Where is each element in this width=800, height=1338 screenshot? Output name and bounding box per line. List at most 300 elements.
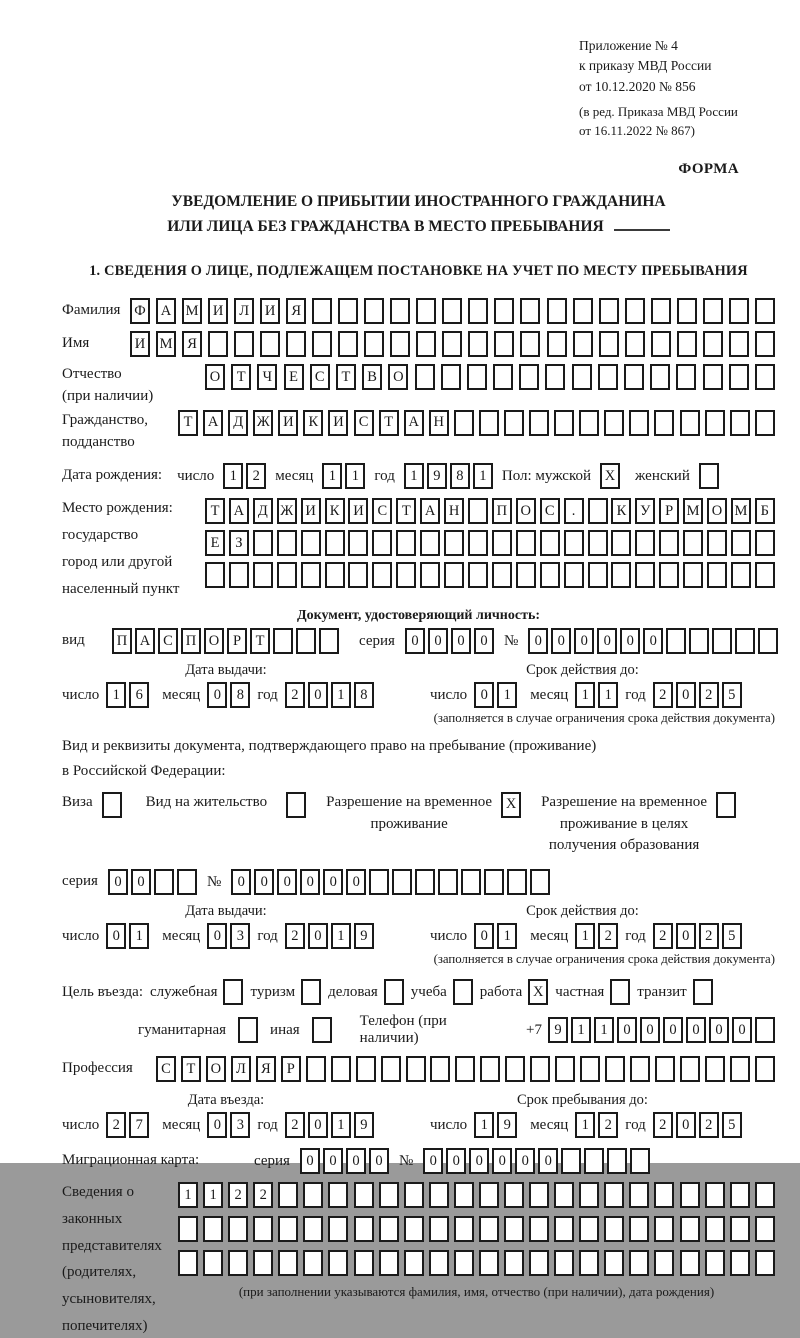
char-cell[interactable] xyxy=(630,1148,650,1174)
char-cell[interactable] xyxy=(455,1056,475,1082)
char-cell[interactable] xyxy=(598,364,618,390)
char-cell[interactable] xyxy=(379,1182,399,1208)
char-cell[interactable] xyxy=(573,331,593,357)
char-cell[interactable]: А xyxy=(229,498,249,524)
char-cell[interactable] xyxy=(635,562,655,588)
purpose-private-checkbox[interactable] xyxy=(610,979,630,1005)
migration-number-cells[interactable] xyxy=(423,1148,650,1174)
char-cell[interactable] xyxy=(729,364,749,390)
char-cell[interactable] xyxy=(689,628,709,654)
char-cell[interactable] xyxy=(599,331,619,357)
char-cell[interactable] xyxy=(504,1216,524,1242)
char-cell[interactable] xyxy=(430,1056,450,1082)
char-cell[interactable] xyxy=(705,410,725,436)
char-cell[interactable]: 0 xyxy=(346,1148,366,1174)
char-cell[interactable] xyxy=(154,869,174,895)
char-cell[interactable] xyxy=(296,628,316,654)
stay-until-day[interactable] xyxy=(474,1112,517,1138)
char-cell[interactable]: 2 xyxy=(653,1112,673,1138)
purpose-study-checkbox[interactable] xyxy=(453,979,473,1005)
char-cell[interactable] xyxy=(677,331,697,357)
char-cell[interactable] xyxy=(564,530,584,556)
char-cell[interactable] xyxy=(755,1182,775,1208)
char-cell[interactable]: 0 xyxy=(640,1017,660,1043)
char-cell[interactable] xyxy=(468,331,488,357)
char-cell[interactable] xyxy=(604,1182,624,1208)
identity-number-cells[interactable] xyxy=(528,628,778,654)
char-cell[interactable]: 0 xyxy=(451,628,471,654)
char-cell[interactable]: А xyxy=(404,410,424,436)
char-cell[interactable]: 1 xyxy=(575,682,595,708)
char-cell[interactable] xyxy=(442,331,462,357)
stay-until-year[interactable] xyxy=(653,1112,742,1138)
char-cell[interactable]: 8 xyxy=(230,682,250,708)
birth-place-cells-3[interactable] xyxy=(205,562,775,588)
char-cell[interactable]: 0 xyxy=(676,1112,696,1138)
surname-cells[interactable] xyxy=(130,298,775,324)
residence-valid-year[interactable] xyxy=(653,923,742,949)
char-cell[interactable] xyxy=(554,410,574,436)
char-cell[interactable]: Р xyxy=(659,498,679,524)
residence-number-cells[interactable] xyxy=(231,869,550,895)
residence-issue-month[interactable] xyxy=(207,923,250,949)
char-cell[interactable] xyxy=(312,1017,332,1043)
char-cell[interactable] xyxy=(454,410,474,436)
char-cell[interactable] xyxy=(505,1056,525,1082)
char-cell[interactable]: 0 xyxy=(231,869,251,895)
char-cell[interactable] xyxy=(444,530,464,556)
char-cell[interactable] xyxy=(406,1056,426,1082)
char-cell[interactable]: 0 xyxy=(323,869,343,895)
char-cell[interactable]: Е xyxy=(205,530,225,556)
char-cell[interactable] xyxy=(659,562,679,588)
purpose-transit-checkbox[interactable] xyxy=(693,979,713,1005)
char-cell[interactable] xyxy=(228,1250,248,1276)
birth-place-cells-2[interactable] xyxy=(205,530,775,556)
char-cell[interactable] xyxy=(572,364,592,390)
char-cell[interactable] xyxy=(731,530,751,556)
char-cell[interactable] xyxy=(494,298,514,324)
char-cell[interactable] xyxy=(348,562,368,588)
char-cell[interactable] xyxy=(529,410,549,436)
char-cell[interactable] xyxy=(484,869,504,895)
char-cell[interactable] xyxy=(680,1250,700,1276)
char-cell[interactable]: 1 xyxy=(345,463,365,489)
identity-kind-cells[interactable] xyxy=(112,628,339,654)
char-cell[interactable]: Я xyxy=(286,298,306,324)
char-cell[interactable] xyxy=(442,298,462,324)
char-cell[interactable] xyxy=(504,1250,524,1276)
residence-valid-month[interactable] xyxy=(575,923,618,949)
char-cell[interactable]: 3 xyxy=(230,923,250,949)
char-cell[interactable] xyxy=(540,530,560,556)
char-cell[interactable] xyxy=(755,298,775,324)
char-cell[interactable] xyxy=(177,869,197,895)
char-cell[interactable]: 1 xyxy=(331,682,351,708)
residence-issue-day[interactable] xyxy=(106,923,149,949)
char-cell[interactable] xyxy=(680,1056,700,1082)
char-cell[interactable]: Т xyxy=(250,628,270,654)
char-cell[interactable] xyxy=(278,1182,298,1208)
char-cell[interactable] xyxy=(604,410,624,436)
char-cell[interactable]: 0 xyxy=(405,628,425,654)
char-cell[interactable] xyxy=(693,979,713,1005)
temp-residence-checkbox[interactable] xyxy=(501,792,521,818)
char-cell[interactable] xyxy=(540,562,560,588)
char-cell[interactable] xyxy=(480,1056,500,1082)
char-cell[interactable] xyxy=(659,530,679,556)
char-cell[interactable] xyxy=(730,1182,750,1208)
char-cell[interactable]: И xyxy=(260,298,280,324)
profession-cells[interactable] xyxy=(156,1056,775,1082)
char-cell[interactable]: 0 xyxy=(597,628,617,654)
char-cell[interactable]: 0 xyxy=(131,869,151,895)
char-cell[interactable] xyxy=(415,869,435,895)
char-cell[interactable]: О xyxy=(205,364,225,390)
char-cell[interactable] xyxy=(604,1216,624,1242)
char-cell[interactable] xyxy=(699,463,719,489)
char-cell[interactable] xyxy=(461,869,481,895)
char-cell[interactable] xyxy=(301,979,321,1005)
char-cell[interactable] xyxy=(735,628,755,654)
purpose-humanitarian-checkbox[interactable] xyxy=(238,1017,258,1043)
char-cell[interactable]: 0 xyxy=(346,869,366,895)
char-cell[interactable]: 0 xyxy=(308,923,328,949)
char-cell[interactable] xyxy=(755,364,775,390)
char-cell[interactable]: 0 xyxy=(207,923,227,949)
char-cell[interactable]: 0 xyxy=(709,1017,729,1043)
char-cell[interactable]: 5 xyxy=(722,682,742,708)
char-cell[interactable]: 0 xyxy=(474,682,494,708)
char-cell[interactable] xyxy=(629,1216,649,1242)
char-cell[interactable] xyxy=(579,410,599,436)
char-cell[interactable]: А xyxy=(203,410,223,436)
entry-month[interactable] xyxy=(207,1112,250,1138)
char-cell[interactable]: 0 xyxy=(254,869,274,895)
char-cell[interactable]: Б xyxy=(755,498,775,524)
char-cell[interactable]: 0 xyxy=(308,682,328,708)
char-cell[interactable] xyxy=(253,1250,273,1276)
char-cell[interactable] xyxy=(666,628,686,654)
char-cell[interactable] xyxy=(429,1182,449,1208)
char-cell[interactable] xyxy=(507,869,527,895)
char-cell[interactable]: 2 xyxy=(699,682,719,708)
char-cell[interactable] xyxy=(328,1250,348,1276)
char-cell[interactable] xyxy=(228,1216,248,1242)
char-cell[interactable]: 9 xyxy=(354,1112,374,1138)
char-cell[interactable] xyxy=(611,562,631,588)
char-cell[interactable] xyxy=(303,1250,323,1276)
char-cell[interactable] xyxy=(392,869,412,895)
char-cell[interactable] xyxy=(325,530,345,556)
char-cell[interactable]: 0 xyxy=(106,923,126,949)
char-cell[interactable] xyxy=(629,1182,649,1208)
char-cell[interactable] xyxy=(530,869,550,895)
char-cell[interactable] xyxy=(286,792,306,818)
char-cell[interactable] xyxy=(404,1216,424,1242)
char-cell[interactable]: Л xyxy=(231,1056,251,1082)
char-cell[interactable]: И xyxy=(348,498,368,524)
identity-issue-month[interactable] xyxy=(207,682,250,708)
char-cell[interactable] xyxy=(277,530,297,556)
char-cell[interactable] xyxy=(348,530,368,556)
char-cell[interactable] xyxy=(635,530,655,556)
char-cell[interactable] xyxy=(630,1056,650,1082)
char-cell[interactable] xyxy=(629,1250,649,1276)
char-cell[interactable]: С xyxy=(540,498,560,524)
temp-residence-education-checkbox[interactable] xyxy=(716,792,736,818)
char-cell[interactable] xyxy=(680,1182,700,1208)
char-cell[interactable]: Т xyxy=(205,498,225,524)
residence-issue-year[interactable] xyxy=(285,923,374,949)
char-cell[interactable]: 8 xyxy=(450,463,470,489)
char-cell[interactable]: 2 xyxy=(285,1112,305,1138)
char-cell[interactable] xyxy=(203,1216,223,1242)
char-cell[interactable] xyxy=(328,1216,348,1242)
phone-cells[interactable] xyxy=(548,1017,775,1043)
char-cell[interactable] xyxy=(547,298,567,324)
char-cell[interactable] xyxy=(234,331,254,357)
residence-valid-day[interactable] xyxy=(474,923,517,949)
birth-month-cells[interactable] xyxy=(322,463,365,489)
char-cell[interactable] xyxy=(504,410,524,436)
char-cell[interactable]: А xyxy=(135,628,155,654)
char-cell[interactable] xyxy=(454,1250,474,1276)
char-cell[interactable]: 0 xyxy=(538,1148,558,1174)
char-cell[interactable] xyxy=(755,1056,775,1082)
char-cell[interactable] xyxy=(703,298,723,324)
char-cell[interactable] xyxy=(554,1216,574,1242)
char-cell[interactable] xyxy=(729,331,749,357)
char-cell[interactable] xyxy=(319,628,339,654)
char-cell[interactable]: 0 xyxy=(300,1148,320,1174)
char-cell[interactable] xyxy=(629,410,649,436)
char-cell[interactable] xyxy=(278,1216,298,1242)
char-cell[interactable]: С xyxy=(372,498,392,524)
identity-valid-day[interactable] xyxy=(474,682,517,708)
char-cell[interactable]: 7 xyxy=(129,1112,149,1138)
char-cell[interactable]: 2 xyxy=(699,1112,719,1138)
char-cell[interactable]: 0 xyxy=(423,1148,443,1174)
char-cell[interactable]: 0 xyxy=(300,869,320,895)
char-cell[interactable]: Т xyxy=(336,364,356,390)
char-cell[interactable]: О xyxy=(204,628,224,654)
char-cell[interactable]: М xyxy=(182,298,202,324)
char-cell[interactable]: Ж xyxy=(277,498,297,524)
char-cell[interactable]: 0 xyxy=(686,1017,706,1043)
char-cell[interactable] xyxy=(312,298,332,324)
char-cell[interactable]: 5 xyxy=(722,1112,742,1138)
identity-valid-year[interactable] xyxy=(653,682,742,708)
char-cell[interactable]: Т xyxy=(396,498,416,524)
char-cell[interactable] xyxy=(429,1250,449,1276)
char-cell[interactable]: 0 xyxy=(308,1112,328,1138)
char-cell[interactable] xyxy=(625,331,645,357)
char-cell[interactable] xyxy=(755,562,775,588)
char-cell[interactable] xyxy=(479,410,499,436)
char-cell[interactable]: О xyxy=(516,498,536,524)
char-cell[interactable]: 0 xyxy=(676,682,696,708)
char-cell[interactable] xyxy=(301,530,321,556)
name-cells[interactable] xyxy=(130,331,775,357)
char-cell[interactable]: 1 xyxy=(473,463,493,489)
char-cell[interactable]: 2 xyxy=(699,923,719,949)
char-cell[interactable]: З xyxy=(229,530,249,556)
char-cell[interactable] xyxy=(494,331,514,357)
char-cell[interactable]: 0 xyxy=(323,1148,343,1174)
char-cell[interactable] xyxy=(208,331,228,357)
purpose-official-checkbox[interactable] xyxy=(223,979,243,1005)
char-cell[interactable]: 0 xyxy=(277,869,297,895)
char-cell[interactable]: 0 xyxy=(574,628,594,654)
char-cell[interactable] xyxy=(519,364,539,390)
char-cell[interactable]: 1 xyxy=(497,682,517,708)
char-cell[interactable]: 0 xyxy=(474,628,494,654)
char-cell[interactable] xyxy=(369,869,389,895)
purpose-business-checkbox[interactable] xyxy=(384,979,404,1005)
char-cell[interactable]: Р xyxy=(227,628,247,654)
char-cell[interactable] xyxy=(468,498,488,524)
visa-checkbox[interactable] xyxy=(102,792,122,818)
migration-series-cells[interactable] xyxy=(300,1148,389,1174)
char-cell[interactable] xyxy=(102,792,122,818)
char-cell[interactable] xyxy=(604,1250,624,1276)
char-cell[interactable]: 1 xyxy=(129,923,149,949)
char-cell[interactable]: Я xyxy=(182,331,202,357)
char-cell[interactable] xyxy=(683,562,703,588)
char-cell[interactable]: 9 xyxy=(427,463,447,489)
char-cell[interactable] xyxy=(238,1017,258,1043)
char-cell[interactable]: 0 xyxy=(617,1017,637,1043)
char-cell[interactable]: 1 xyxy=(178,1182,198,1208)
char-cell[interactable] xyxy=(303,1182,323,1208)
entry-year[interactable] xyxy=(285,1112,374,1138)
char-cell[interactable] xyxy=(273,628,293,654)
char-cell[interactable]: 0 xyxy=(428,628,448,654)
char-cell[interactable]: 1 xyxy=(497,923,517,949)
char-cell[interactable]: 2 xyxy=(653,923,673,949)
char-cell[interactable] xyxy=(654,410,674,436)
char-cell[interactable] xyxy=(441,364,461,390)
representatives-cells-1[interactable] xyxy=(178,1182,775,1208)
char-cell[interactable] xyxy=(755,1017,775,1043)
char-cell[interactable]: И xyxy=(328,410,348,436)
char-cell[interactable] xyxy=(561,1148,581,1174)
char-cell[interactable]: 2 xyxy=(253,1182,273,1208)
char-cell[interactable] xyxy=(580,1056,600,1082)
char-cell[interactable]: X xyxy=(501,792,521,818)
char-cell[interactable]: С xyxy=(158,628,178,654)
char-cell[interactable]: 2 xyxy=(285,923,305,949)
char-cell[interactable] xyxy=(438,869,458,895)
char-cell[interactable] xyxy=(479,1216,499,1242)
char-cell[interactable] xyxy=(588,530,608,556)
char-cell[interactable] xyxy=(705,1250,725,1276)
char-cell[interactable] xyxy=(755,530,775,556)
char-cell[interactable] xyxy=(390,331,410,357)
char-cell[interactable]: 2 xyxy=(598,923,618,949)
char-cell[interactable]: Н xyxy=(429,410,449,436)
char-cell[interactable]: Т xyxy=(231,364,251,390)
char-cell[interactable] xyxy=(555,1056,575,1082)
char-cell[interactable]: 5 xyxy=(722,923,742,949)
char-cell[interactable] xyxy=(379,1216,399,1242)
purpose-work-checkbox[interactable] xyxy=(528,979,548,1005)
char-cell[interactable]: Е xyxy=(284,364,304,390)
char-cell[interactable]: Ж xyxy=(253,410,273,436)
char-cell[interactable]: 0 xyxy=(492,1148,512,1174)
char-cell[interactable] xyxy=(624,364,644,390)
char-cell[interactable]: 0 xyxy=(207,1112,227,1138)
char-cell[interactable] xyxy=(680,1216,700,1242)
char-cell[interactable]: 0 xyxy=(515,1148,535,1174)
char-cell[interactable] xyxy=(178,1216,198,1242)
char-cell[interactable] xyxy=(529,1182,549,1208)
char-cell[interactable] xyxy=(338,298,358,324)
char-cell[interactable]: 1 xyxy=(404,463,424,489)
char-cell[interactable] xyxy=(730,1056,750,1082)
char-cell[interactable] xyxy=(683,530,703,556)
char-cell[interactable] xyxy=(529,1216,549,1242)
identity-issue-day[interactable] xyxy=(106,682,149,708)
char-cell[interactable] xyxy=(479,1182,499,1208)
char-cell[interactable] xyxy=(364,331,384,357)
char-cell[interactable] xyxy=(396,562,416,588)
char-cell[interactable]: С xyxy=(354,410,374,436)
char-cell[interactable]: 0 xyxy=(732,1017,752,1043)
char-cell[interactable] xyxy=(260,331,280,357)
char-cell[interactable] xyxy=(429,1216,449,1242)
char-cell[interactable] xyxy=(454,1182,474,1208)
char-cell[interactable]: 2 xyxy=(598,1112,618,1138)
char-cell[interactable] xyxy=(712,628,732,654)
char-cell[interactable]: Ф xyxy=(130,298,150,324)
char-cell[interactable]: 0 xyxy=(663,1017,683,1043)
char-cell[interactable] xyxy=(677,298,697,324)
char-cell[interactable] xyxy=(730,410,750,436)
char-cell[interactable]: 9 xyxy=(497,1112,517,1138)
char-cell[interactable] xyxy=(707,562,727,588)
char-cell[interactable]: 8 xyxy=(354,682,374,708)
char-cell[interactable] xyxy=(703,364,723,390)
entry-day[interactable] xyxy=(106,1112,149,1138)
char-cell[interactable]: 1 xyxy=(594,1017,614,1043)
char-cell[interactable]: 0 xyxy=(474,923,494,949)
char-cell[interactable] xyxy=(729,298,749,324)
char-cell[interactable]: С xyxy=(156,1056,176,1082)
stay-until-month[interactable] xyxy=(575,1112,618,1138)
char-cell[interactable] xyxy=(331,1056,351,1082)
char-cell[interactable]: П xyxy=(492,498,512,524)
char-cell[interactable] xyxy=(203,1250,223,1276)
char-cell[interactable] xyxy=(579,1182,599,1208)
char-cell[interactable] xyxy=(516,530,536,556)
char-cell[interactable] xyxy=(547,331,567,357)
char-cell[interactable]: И xyxy=(301,498,321,524)
char-cell[interactable]: О xyxy=(388,364,408,390)
char-cell[interactable]: 2 xyxy=(285,682,305,708)
char-cell[interactable] xyxy=(730,1250,750,1276)
char-cell[interactable] xyxy=(416,298,436,324)
char-cell[interactable] xyxy=(655,1056,675,1082)
char-cell[interactable] xyxy=(730,1216,750,1242)
char-cell[interactable] xyxy=(545,364,565,390)
char-cell[interactable] xyxy=(755,410,775,436)
char-cell[interactable]: 1 xyxy=(331,923,351,949)
char-cell[interactable]: 6 xyxy=(129,682,149,708)
char-cell[interactable]: У xyxy=(635,498,655,524)
char-cell[interactable] xyxy=(705,1182,725,1208)
